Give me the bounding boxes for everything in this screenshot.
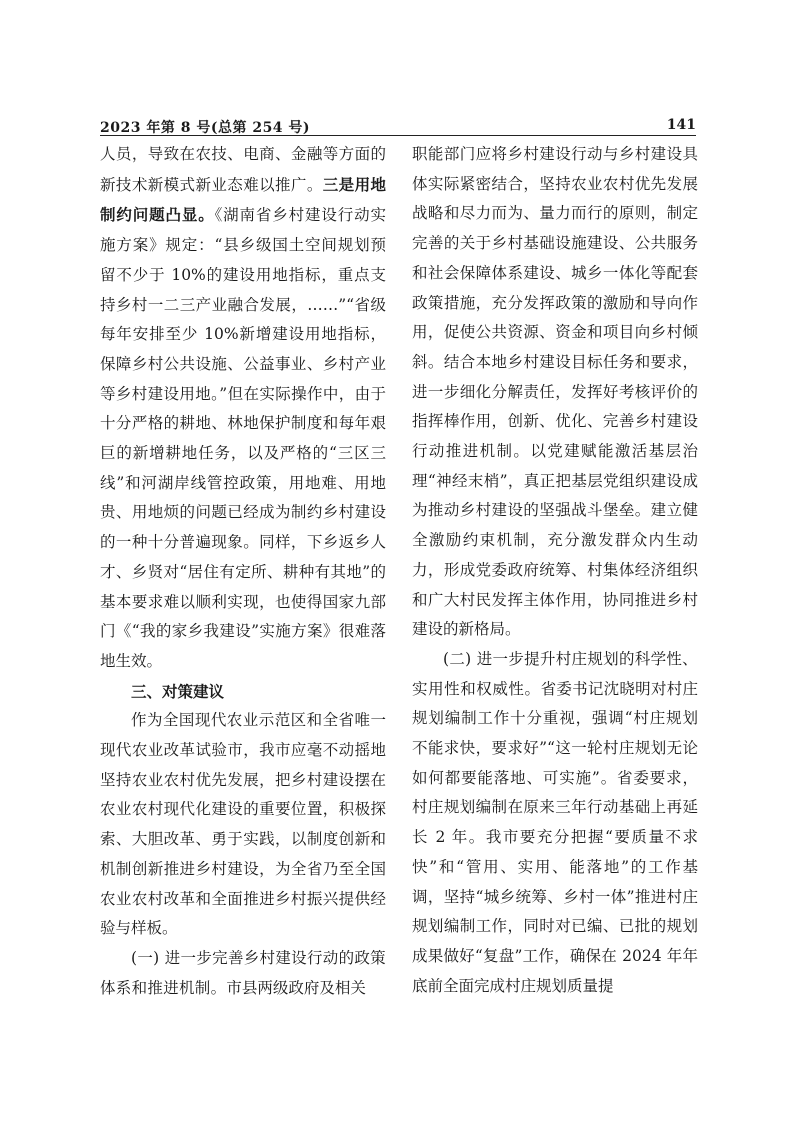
subsection-heading: (一) 进一步完善乡村建设行动的政策体系和推进机制。 bbox=[100, 948, 386, 997]
subsection-heading: (二) 进一步提升村庄规划的科学性、实用性和权威性。 bbox=[412, 649, 698, 698]
left-column bbox=[100, 140, 386, 1003]
paragraph-text: 《湖南省乡村建设行动实施方案》规定：“县乡级国土空间规划预留不少于 10%的建设用地指标，重点支持乡村一二三产业融合发展，……”“省级每年安排至少 10%新增建设用地指标，保障乡村公共设施、公益事业、乡村产业等乡村建设用地。”但在实际操作中，由于十分严格的耕地、林地保护制度和每年艰巨的新增耕地任务，以及严格的“三区三线”和河湖岸线管控政策，用地难、用地贵、用地烦的问题已经成为制约乡村建设的一种十分普遍现象。同样，下乡返乡人才、乡贤对“居住有定所、耕种有其地”的基本要求难以顺利实现，也使得国家九部门《“我的家乡我建设”实施方案》很难落地生效。 bbox=[100, 206, 386, 670]
running-header bbox=[100, 114, 696, 136]
paragraph-text: 省委书记沈晓明对村庄规划编制工作十分重视，强调“村庄规划不能求快，要求好”“这一轮村庄规划无论如何都要能落地、可实施”。省委要求，村庄规划编制在原来三年行动基础上再延长 2 年。我市要充分把握“要质量不求快”和“管用、实用、能落地”的工作基调，坚持“城乡统筹、乡村一体”推进村庄规划编制工作，同时对已编、已批的规划成果做好“复盘”工作，确保在 2024 年年底前全面完成村庄规划质量提 bbox=[412, 679, 698, 995]
bold-lead-in: 三是用地制约问题凸显。 bbox=[100, 174, 386, 225]
paragraph-text: 市县两级政府及相关 bbox=[226, 978, 366, 997]
paragraph-policy bbox=[100, 944, 386, 1003]
paragraph-intro: 作为全国现代农业示范区和全省唯一现代农业改革试验市，我市应毫不动摇地坚持农业农村优先发展，把乡村建设摆在农业农村现代化建设的重要位置，积极探索、大胆改革、勇于实践，以制度创新和机制创新推进乡村建设，为全省乃至全国农业农村改革和全面推进乡村振兴提供经验与样板。 bbox=[100, 711, 386, 938]
page-number: 141 bbox=[666, 117, 696, 133]
section-heading: 三、对策建议 bbox=[131, 681, 225, 701]
paragraph-land-use bbox=[100, 140, 386, 677]
header-rule bbox=[100, 135, 696, 136]
paragraph-planning bbox=[412, 645, 698, 1001]
right-column bbox=[412, 140, 698, 1001]
paragraph-policy-continued: 职能部门应将乡村建设行动与乡村建设具体实际紧密结合，坚持农业农村优先发展战略和尽力而为、量力而行的原则，制定完善的关于乡村基础设施建设、公共服务和社会保障体系建设、城乡一体化等配套政策措施，充分发挥政策的激励和导向作用，促使公共资源、资金和项目向乡村倾斜。结合本地乡村建设目标任务和要求，进一步细化分解责任，发挥好考核评价的指挥棒作用，创新、优化、完善乡村建设行动推进机制。以党建赋能激活基层治理“神经末梢”，真正把基层党组织建设成为推动乡村建设的坚强战斗堡垒。建立健全激励约束机制，充分激发群众内生动力，形成党委政府统筹、村集体经济组织和广大村民发挥主体作用，协同推进乡村建设的新格局。 bbox=[412, 145, 698, 639]
issue-label: 2023 年第 8 号(总第 254 号) bbox=[100, 120, 311, 136]
paragraph-text: 人员，导致在农技、电商、金融等方面的新技术新模式新业态难以推广。 bbox=[100, 145, 386, 194]
